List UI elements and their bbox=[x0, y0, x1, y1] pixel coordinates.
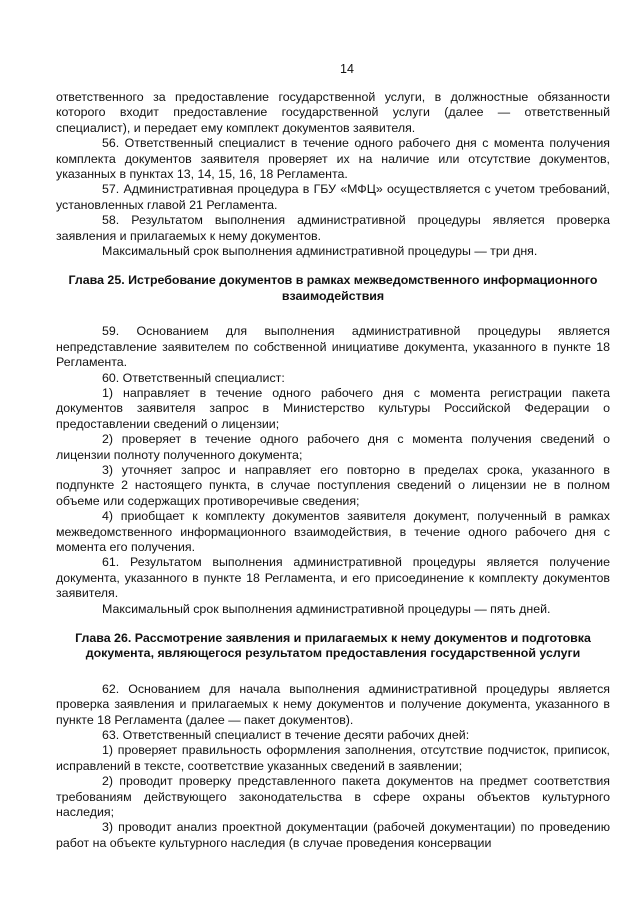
paragraph-63-2: 2) проводит проверку представленного пакета документов на предмет соответствия требованиям действующего законодательства в сфере охраны объектов культурного наследия; bbox=[56, 774, 610, 820]
paragraph-63-3: 3) проводит анализ проектной документации (рабочей документации) по проведению работ на объекте культурного наследия (в случае проведения консервации bbox=[56, 820, 610, 850]
chapter-26-heading: Глава 26. Рассмотрение заявления и прилагаемых к нему документов и подготовка документа, являющегося результатом предоставления государственной услуги bbox=[75, 631, 591, 661]
paragraph-60-3: 3) уточняет запрос и направляет его повторно в пределах срока, указанного в подпункте 2 настоящего пункта, в случае поступления сведений о лицензии не в полном объеме или содержащих противоречивые сведения; bbox=[56, 462, 610, 508]
paragraph-57: 57. Административная процедура в ГБУ «МФЦ» осуществляется с учетом требований, установленных главой 21 Регламента. bbox=[56, 182, 610, 212]
paragraph-63: 63. Ответственный специалист в течение десяти рабочих дней: bbox=[102, 728, 470, 743]
paragraph-56: 56. Ответственный специалист в течение одного рабочего дня с момента получения комплекта документов заявителя проверяет их на наличие или отсутствие документов, указанных в пунктах 13, 14, 15, 16, 18 Регламента. bbox=[56, 136, 610, 182]
paragraph-deadline-2: Максимальный срок выполнения административной процедуры — пять дней. bbox=[102, 601, 551, 616]
paragraph-60-4: 4) приобщает к комплекту документов заявителя документ, полученный в рамках межведомственного информационного взаимодействия, в течение одного рабочего дня с момента его получения. bbox=[56, 509, 610, 554]
paragraph-continuation: ответственного за предоставление государственной услуги, в должностные обязанности которого входит предоставление государственной услуги (далее — ответственный специалист), и передает ему комплект документов заявителя. bbox=[56, 90, 610, 135]
paragraph-61: 61. Результатом выполнения административной процедуры является получение документа, указанного в пункте 18 Регламента, и его присоединение к комплекту документов заявителя. bbox=[56, 555, 610, 601]
paragraph-63-1: 1) проверяет правильность оформления заполнения, отсутствие подчисток, приписок, исправлений в тексте, соответствие указанных сведений в заявлении; bbox=[56, 743, 610, 773]
paragraph-60-1: 1) направляет в течение одного рабочего дня с момента регистрации пакета документов заявителя запрос в Министерство культуры Российской Федерации о предоставлении сведений о лицензии; bbox=[56, 385, 610, 431]
paragraph-60: 60. Ответственный специалист: bbox=[102, 370, 285, 385]
paragraph-59: 59. Основанием для выполнения административной процедуры является непредставление заявителем по собственной инициативе документа, указанного в пункте 18 Регламента. bbox=[56, 324, 610, 370]
paragraph-62: 62. Основанием для начала выполнения административной процедуры является проверка заявления и прилагаемых к нему документов и получение документа, указанного в пункте 18 Регламента (далее — пакет документов). bbox=[56, 681, 610, 727]
page-number: 14 bbox=[340, 62, 354, 76]
paragraph-58: 58. Результатом выполнения административной процедуры является проверка заявления и прилагаемых к нему документов. bbox=[56, 213, 610, 243]
paragraph-deadline-1: Максимальный срок выполнения административной процедуры — три дня. bbox=[102, 244, 538, 259]
paragraph-60-2: 2) проверяет в течение одного рабочего дня с момента получения сведений о лицензии полноту полученного документа; bbox=[56, 432, 610, 462]
chapter-25-heading: Глава 25. Истребование документов в рамках межведомственного информационного взаимодействия bbox=[68, 273, 598, 303]
